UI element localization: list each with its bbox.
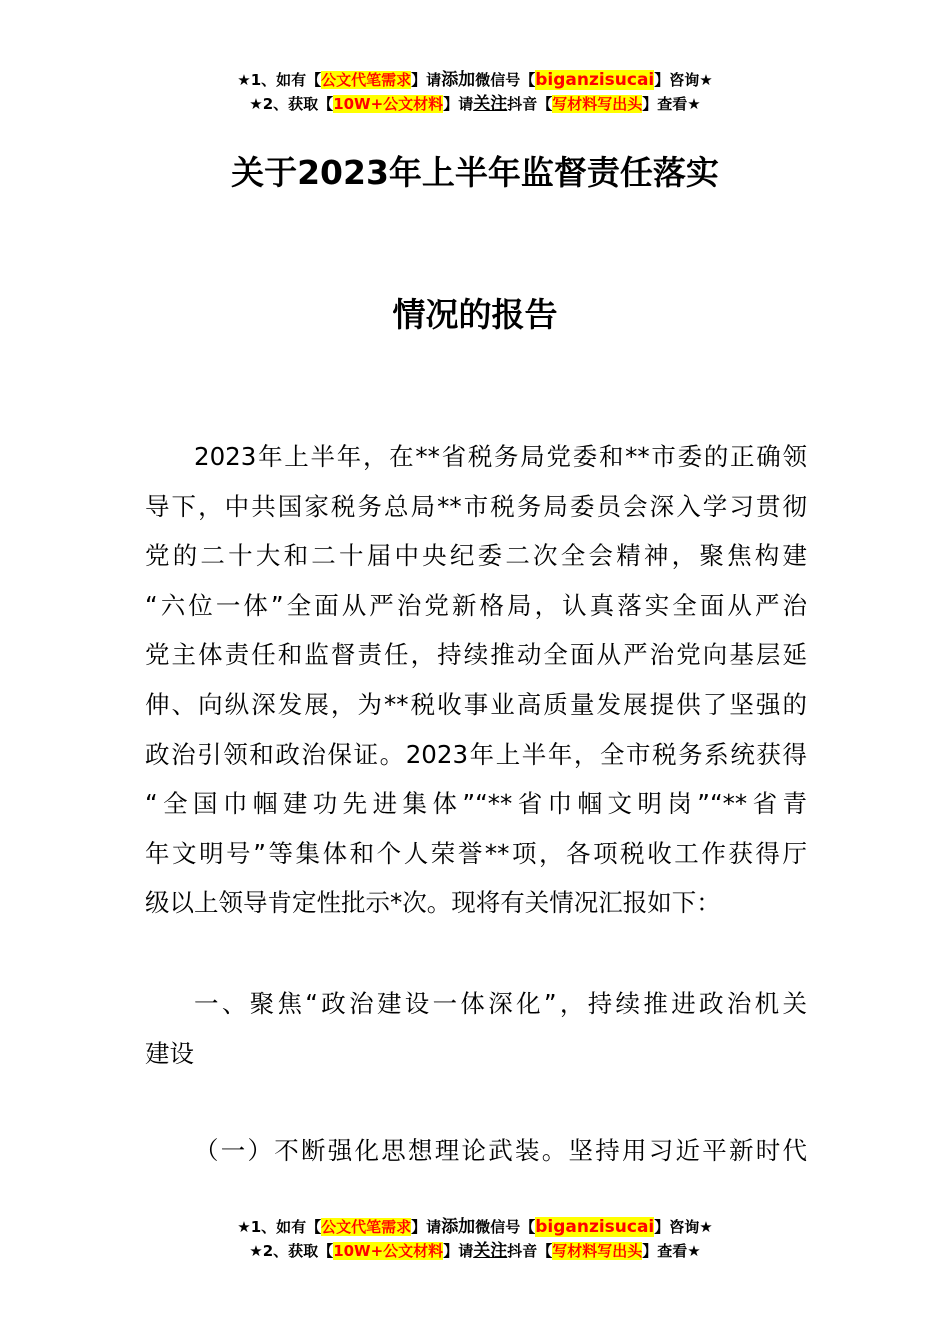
banner-text: ★1、如有【: [237, 71, 322, 89]
bottom-banner: [0, 1215, 950, 1263]
paragraph-line: “全国巾帼建功先进集体”“**省巾帼文明岗”“**省青: [145, 789, 807, 819]
banner-text: ★2、获取【: [249, 1242, 334, 1260]
paragraph-line: 年文明号”等集体和个人荣誉**项，各项税收工作获得厅: [145, 838, 807, 868]
subheading-line: （一）不断强化思想理论武装。坚持用习近平新时代: [194, 1136, 807, 1165]
heading-line: 一、聚焦“政治建设一体深化”，持续推进政治机关: [194, 989, 807, 1018]
banner-text: 微信号【: [475, 71, 536, 89]
paragraph-line: 伸、向纵深发展，为**税收事业高质量发展提供了坚强的: [145, 689, 807, 719]
paragraph-line: 级以上领导肯定性批示*次。现将有关情况汇报如下：: [145, 888, 721, 918]
banner-text: 】查看★: [642, 1242, 701, 1260]
banner-wechat-id: biganzisucai: [535, 70, 655, 90]
banner-text: 抖音【: [507, 95, 553, 113]
banner-emphasis: 关注: [473, 94, 508, 114]
banner-highlight: 公文代笔需求: [321, 1218, 412, 1236]
heading-line: 建设: [145, 1038, 194, 1068]
paragraph-line: 党的二十大和二十届中央纪委二次全会精神，聚焦构建: [145, 541, 807, 571]
banner-highlight: 10W+公文材料: [333, 1242, 444, 1260]
paragraph-line: 党主体责任和监督责任，持续推动全面从严治党向基层延: [145, 640, 807, 670]
top-banner: [0, 68, 950, 116]
paragraph-line: 政治引领和政治保证。2023年上半年，全市税务系统获得: [145, 739, 807, 769]
banner-text: 】咨询★: [654, 71, 713, 89]
banner-text: 抖音【: [507, 1242, 553, 1260]
banner-text: 】查看★: [642, 95, 701, 113]
paragraph-intro: [145, 432, 807, 928]
banner-text: ★2、获取【: [249, 95, 334, 113]
banner-line-1: [0, 1215, 950, 1239]
banner-emphasis: 添加: [441, 70, 476, 90]
banner-text: 】请: [411, 71, 442, 89]
banner-text: 】咨询★: [654, 1218, 713, 1236]
banner-highlight: 公文代笔需求: [321, 71, 412, 89]
banner-wechat-id: biganzisucai: [535, 1217, 655, 1237]
subsection-heading-1: [145, 1126, 807, 1176]
banner-text: 微信号【: [475, 1218, 536, 1236]
banner-highlight: 写材料写出头: [552, 95, 643, 113]
banner-line-1: [0, 68, 950, 92]
paragraph-line: 2023年上半年，在**省税务局党委和**市委的正确领: [194, 442, 807, 471]
banner-line-2: [0, 1239, 950, 1263]
document-title-line-1: 关于2023年上半年监督责任落实: [231, 153, 719, 192]
banner-text: 】请: [443, 1242, 474, 1260]
paragraph-line: 导下，中共国家税务总局**市税务局委员会深入学习贯彻: [145, 491, 807, 521]
banner-emphasis: 添加: [441, 1217, 476, 1237]
banner-emphasis: 关注: [473, 1241, 508, 1261]
paragraph-line: “六位一体”全面从严治党新格局，认真落实全面从严治: [145, 590, 807, 620]
document-title-line-2: 情况的报告: [392, 295, 558, 334]
banner-highlight: 写材料写出头: [552, 1242, 643, 1260]
banner-text: 】请: [443, 95, 474, 113]
banner-highlight: 10W+公文材料: [333, 95, 444, 113]
section-heading-1: [145, 979, 807, 1078]
banner-line-2: [0, 92, 950, 116]
banner-text: ★1、如有【: [237, 1218, 322, 1236]
banner-text: 】请: [411, 1218, 442, 1236]
